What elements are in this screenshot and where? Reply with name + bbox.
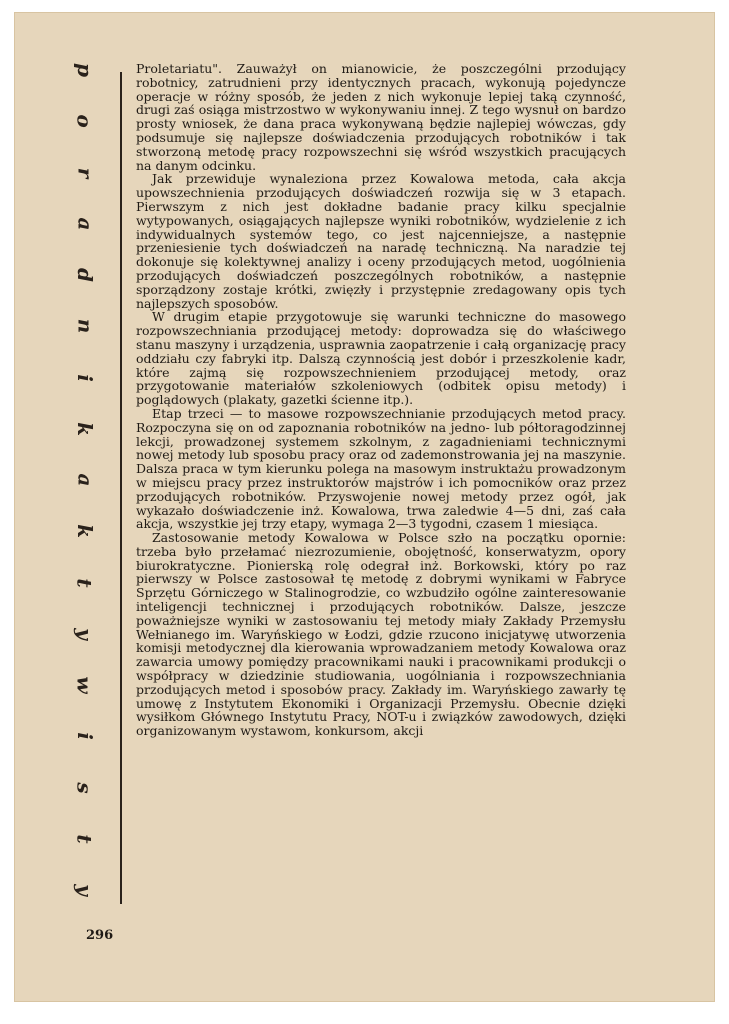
sidebar-letter: n [72, 318, 97, 334]
sidebar-letter: r [72, 167, 97, 178]
sidebar-letter: y [73, 627, 97, 640]
paragraph-3: W drugim etapie przygotowuje się warunki techniczne do masowego rozpowszechniania przodującej metody: doprowadza się do właściwego stanu maszyny i urządzenia, usprawnia zaopatrzenie i całą organizację pracy oddziału czy fabryki itp. Dalszą czynnością jest dobór i przeszkolenie kadr, które zajmą się rozpowszechnieniem przodującej metody, oraz przygotowanie materiałów szkoleniowych (odbitek opisu metody) i poglądowych (plakaty, gazetki ścienne itp.). [136, 309, 626, 408]
article-body [136, 62, 626, 738]
vertical-rule [120, 72, 122, 904]
sidebar-letter: t [73, 577, 97, 588]
paragraph-2: Jak przewiduje wynaleziona przez Kowalowa metoda, cała akcja upowszechnienia przodujących doświadczeń rozwija się w 3 etapach. Pierwszym z nich jest dokładne badanie pracy kilku specjalnie wytypowanych, osiągających najlepsze wyniki robotników, wydzielenie z ich indywidualnych systemów tego, co jest najcenniejsze, a następnie przeniesienie tych doświadczeń na naradę techniczną. Na naradzie tej dokonuje się kolektywnej analizy i oceny przodujących metod, uogólnienia przodujących doświadczeń poszczególnych robotników, a następnie sporządzony zostaje krótki, zwięzły i przystępnie zredagowany opis tych najlepszych sposobów. [136, 171, 626, 311]
sidebar-letter: a [73, 217, 97, 231]
sidebar-letter: o [73, 114, 97, 128]
sidebar-letter: k [72, 524, 97, 539]
sidebar-letter: d [72, 268, 97, 282]
sidebar-letter: i [72, 732, 97, 741]
sidebar-letter: w [73, 676, 97, 694]
sidebar-letter: t [73, 834, 97, 844]
paragraph-1: Proletariatu". Zauważył on mianowicie, że poszczególni przodujący robotnicy, zatrudnieni przy identycznych pracach, wykonują pojedyncze operacje w różny sposób, że jeden z nich wykonuje lepiej taką czynność, drugi zaś osiąga mistrzostwo w wykonywaniu innej. Z tego wysnuł on bardzo prosty wniosek, że dana praca wykonywaną będzie najlepiej wówczas, gdy podsumuje się najlepsze doświadczenia przodujących robotników i tak stworzoną metodę pracy rozpowszechni się wśród wszystkich pracujących na danym odcinku. [136, 61, 626, 173]
sidebar-letter: s [72, 781, 97, 794]
sidebar-letter: p [72, 63, 97, 77]
paragraph-5: Zastosowanie metody Kowalowa w Polsce szło na początku opornie: trzeba było przełamać niezrozumienie, obojętność, konserwatyzm, opory biurokratyczne. Pionierską rolę odegrał inż. Borkowski, który po raz pierwszy w Polsce zastosował tę metodę z dobrymi wynikami w Fabryce Sprzętu Górniczego w Stalinogrodzie, co wzbudziło ogólne zainteresowanie inteligencji technicznej i przodujących robotników. Dalsze, jeszcze poważniejsze wyniki w zastosowaniu tej metody miały Zakłady Przemysłu Wełnianego im. Waryńskiego w Łodzi, gdzie rzucono inicjatywę utworzenia komisji metodycznej dla kierowania wprowadzaniem metody Kowalowa oraz zawarcia umowy pomiędzy pracownikami nauki i pracownikami produkcji o współpracy w dziedzinie studiowania, uogólniania i rozpowszechniania przodujących metod i sposobów pracy. Zakłady im. Waryńskiego zawarły tę umowę z Instytutem Ekonomiki i Organizacji Przemysłu. Obecnie dzięki wysiłkom Głównego Instytutu Pracy, NOT-u i związków zawodowych, dzięki organizowanym wystawom, konkursom, akcji [136, 530, 626, 739]
sidebar-letter: y [73, 884, 97, 896]
sidebar-letter: k [72, 421, 97, 436]
document-page [14, 12, 715, 1002]
page-number: 296 [86, 928, 114, 943]
sidebar-letter: a [73, 473, 97, 487]
vertical-series-title [70, 60, 100, 900]
sidebar-letter: i [72, 373, 97, 382]
paragraph-4: Etap trzeci — to masowe rozpowszechnianie przodujących metod pracy. Rozpoczyna się on od zapoznania robotników na jedno- lub półtoragodzinnej lekcji, prowadzonej systemem szkolnym, z zagadnieniami technicznymi nowej metody lub sposobu pracy oraz od zademonstrowania jej na maszynie. Dalsza praca w tym kierunku polega na masowym instruktażu prowadzonym w miejscu pracy przez instruktorów majstrów i ich pomocników oraz przez przodujących robotników. Przyswojenie nowej metody przez ogół, jak wykazało doświadczenie inż. Kowalowa, trwa zaledwie 4—5 dni, zaś cała akcja, wszystkie jej trzy etapy, wymaga 2—3 tygodni, czasem 1 miesiąca. [136, 405, 626, 532]
